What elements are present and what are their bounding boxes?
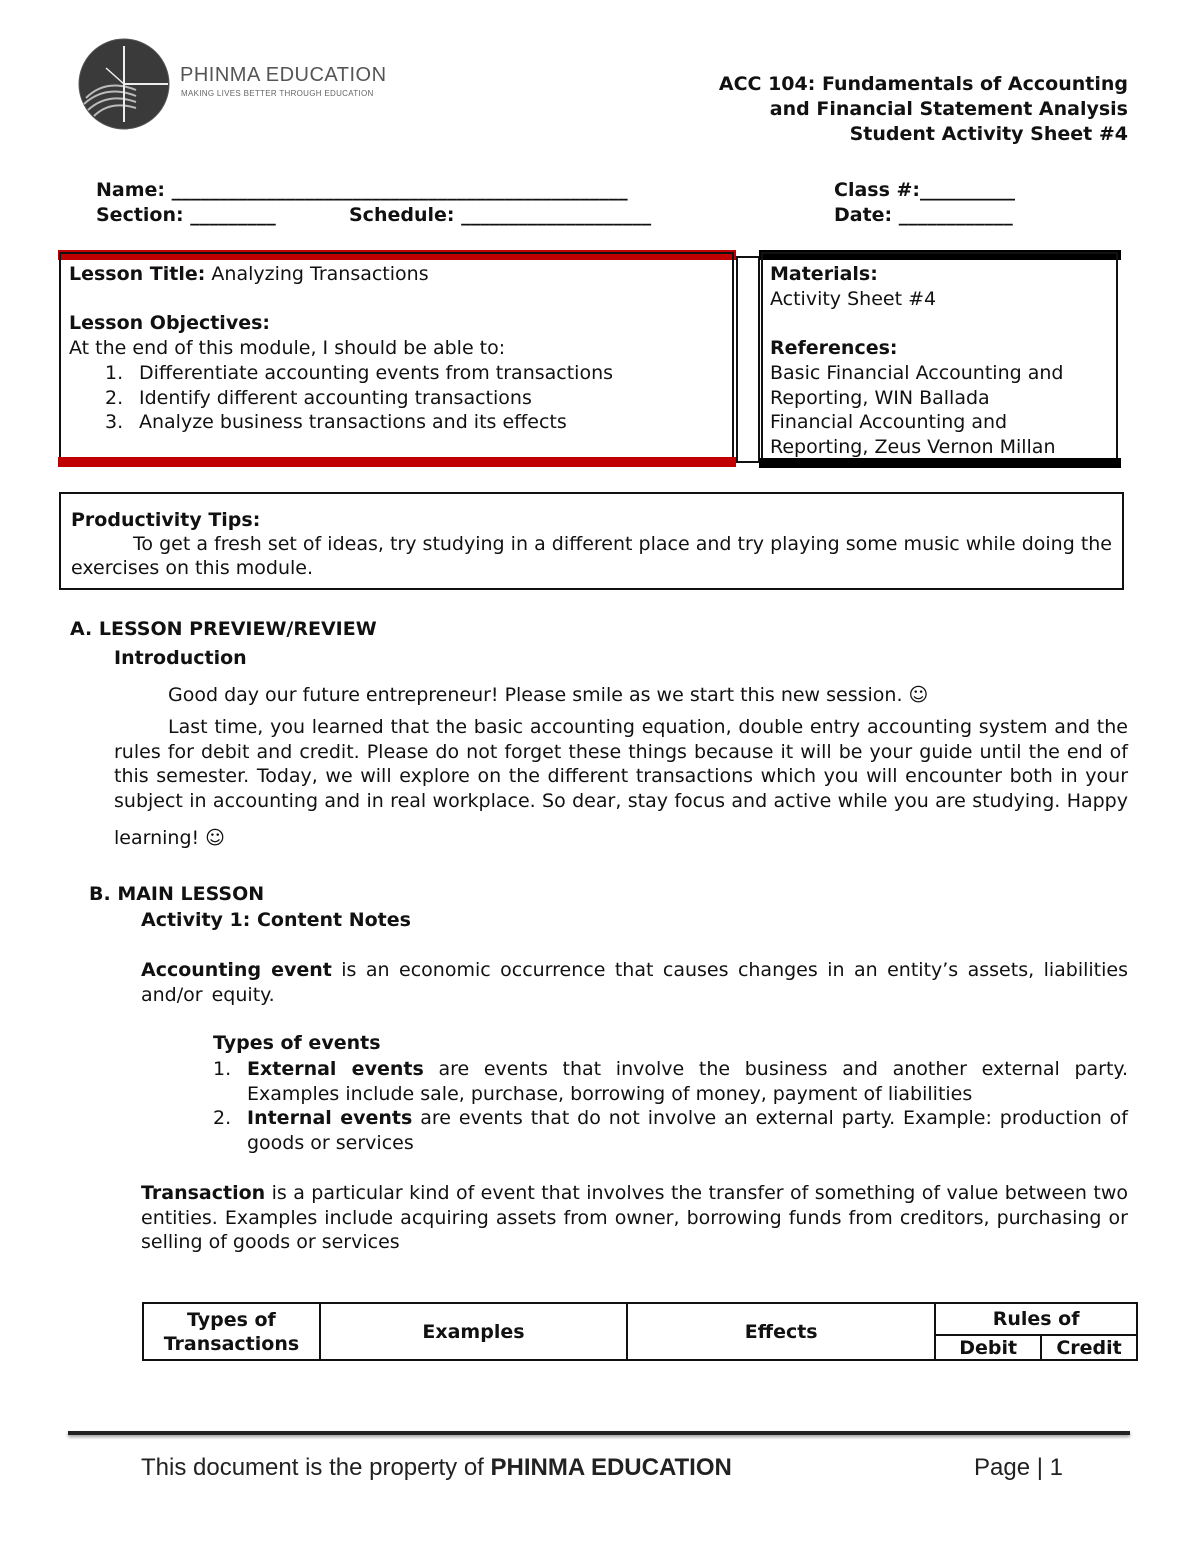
schedule-blank[interactable]: ____________________ — [461, 204, 652, 226]
list-item: 1. Differentiate accounting events from transactions — [105, 361, 614, 384]
table-header-examples: Examples — [320, 1303, 627, 1360]
transactions-table — [142, 1302, 1138, 1361]
list-item: 3. Analyze business transactions and its effects — [105, 411, 567, 434]
objectives-intro: At the end of this module, I should be able to: — [69, 337, 506, 360]
materials-label: Materials: — [770, 263, 878, 285]
date-label: Date: — [834, 204, 893, 226]
materials-value: Activity Sheet #4 — [770, 287, 937, 310]
lesson-title: Analyzing Transactions — [211, 263, 429, 285]
phinma-logo-icon — [76, 38, 172, 130]
types-of-events-heading: Types of events — [213, 1032, 381, 1054]
footer-divider — [68, 1431, 1130, 1435]
references-label: References: — [770, 337, 898, 360]
tips-text: To get a fresh set of ideas, try studying in a different place and try playing some music while doing the exercises on this module. — [71, 533, 1112, 579]
reference-line: Reporting, Zeus Vernon Millan — [770, 435, 1056, 458]
transaction-definition: Transaction is a particular kind of event that involves the transfer of something of value between two entities. Examples include acquiring assets from owner, borrowing funds from creditors, purchasing or selling of goods or services — [141, 1182, 1128, 1253]
page-number: Page | 1 — [974, 1454, 1063, 1481]
class-field[interactable] — [834, 179, 1015, 201]
logo-tagline: MAKING LIVES BETTER THROUGH EDUCATION — [181, 89, 374, 98]
accounting-event-definition: Accounting event is an economic occurrence that causes changes in an entity’s assets, liabilities and/or equity. — [141, 959, 1128, 1006]
list-item: 2. Identify different accounting transactions — [105, 386, 532, 409]
course-header — [568, 72, 1128, 147]
intro-paragraph-2: Last time, you learned that the basic accounting equation, double entry accounting system and the rules for debit and credit. Please do not forget these things because it will be your guide until the end of this semester. Today, we will explore on the different transactions which you will encounter both in your subject in accounting and in real workplace. So dear, stay focus and active while you are studying. Happy — [114, 716, 1128, 812]
activity-sheet-title: Student Activity Sheet #4 — [849, 123, 1128, 145]
intro-paragraph-1: Good day our future entrepreneur! Please smile as we start this new session. ☺ — [168, 684, 929, 706]
objectives-list — [69, 361, 729, 435]
name-field[interactable] — [96, 179, 628, 201]
date-blank[interactable]: ____________ — [898, 204, 1013, 226]
schedule-field[interactable] — [349, 204, 651, 226]
section-b-heading: B. MAIN LESSON — [89, 883, 265, 905]
class-blank[interactable]: __________ — [920, 179, 1016, 201]
section-blank[interactable]: _________ — [190, 204, 276, 226]
lesson-box-bottom-bar — [58, 457, 736, 467]
activity-heading: Activity 1: Content Notes — [141, 909, 411, 931]
materials-content — [770, 262, 1115, 460]
productivity-tips-box — [59, 492, 1124, 590]
lesson-title-label: Lesson Title: — [69, 263, 206, 285]
tips-label: Productivity Tips: — [71, 509, 261, 531]
list-item: 2. Internal events are events that do not involve an external party. Example: production of goods or services — [213, 1107, 1128, 1154]
accounting-event-term: Accounting event — [141, 959, 332, 981]
section-label: Section: — [96, 204, 184, 226]
course-title-line2: and Financial Statement Analysis — [769, 98, 1128, 120]
event-type-list — [213, 1057, 1128, 1155]
schedule-label: Schedule: — [349, 204, 455, 226]
section-field[interactable] — [96, 204, 276, 226]
name-label: Name: — [96, 179, 166, 201]
date-field[interactable] — [834, 204, 1013, 226]
transaction-term: Transaction — [141, 1182, 266, 1204]
introduction-heading: Introduction — [114, 647, 247, 669]
table-header-effects: Effects — [627, 1303, 935, 1360]
intro-paragraph-2-end: learning! ☺ — [114, 827, 225, 849]
objectives-label: Lesson Objectives: — [69, 312, 270, 335]
divider-box — [736, 256, 760, 463]
class-label: Class #: — [834, 179, 921, 201]
reference-line: Financial Accounting and — [770, 411, 1008, 434]
reference-line: Reporting, WIN Ballada — [770, 386, 990, 409]
footer-owner: PHINMA EDUCATION — [490, 1454, 732, 1481]
name-blank[interactable]: ________________________________________________ — [171, 179, 628, 201]
table-header-credit: Credit — [1041, 1335, 1137, 1360]
course-title-line1: ACC 104: Fundamentals of Accounting — [718, 73, 1128, 95]
logo-name: PHINMA EDUCATION — [180, 64, 387, 86]
reference-line: Basic Financial Accounting and — [770, 361, 1064, 384]
lesson-content — [69, 262, 729, 435]
section-a-heading: A. LESSON PREVIEW/REVIEW — [70, 618, 377, 640]
footer-ownership: This document is the property of PHINMA EDUCATION — [141, 1454, 732, 1481]
table-header-debit: Debit — [935, 1335, 1041, 1360]
list-item: 1. External events are events that involve the business and another external party. Examples include sale, purchase, borrowing of money, payment of liabilities — [213, 1058, 1128, 1105]
table-header-types: Types of Transactions — [143, 1303, 320, 1360]
table-header-rules: Rules of — [935, 1303, 1137, 1335]
